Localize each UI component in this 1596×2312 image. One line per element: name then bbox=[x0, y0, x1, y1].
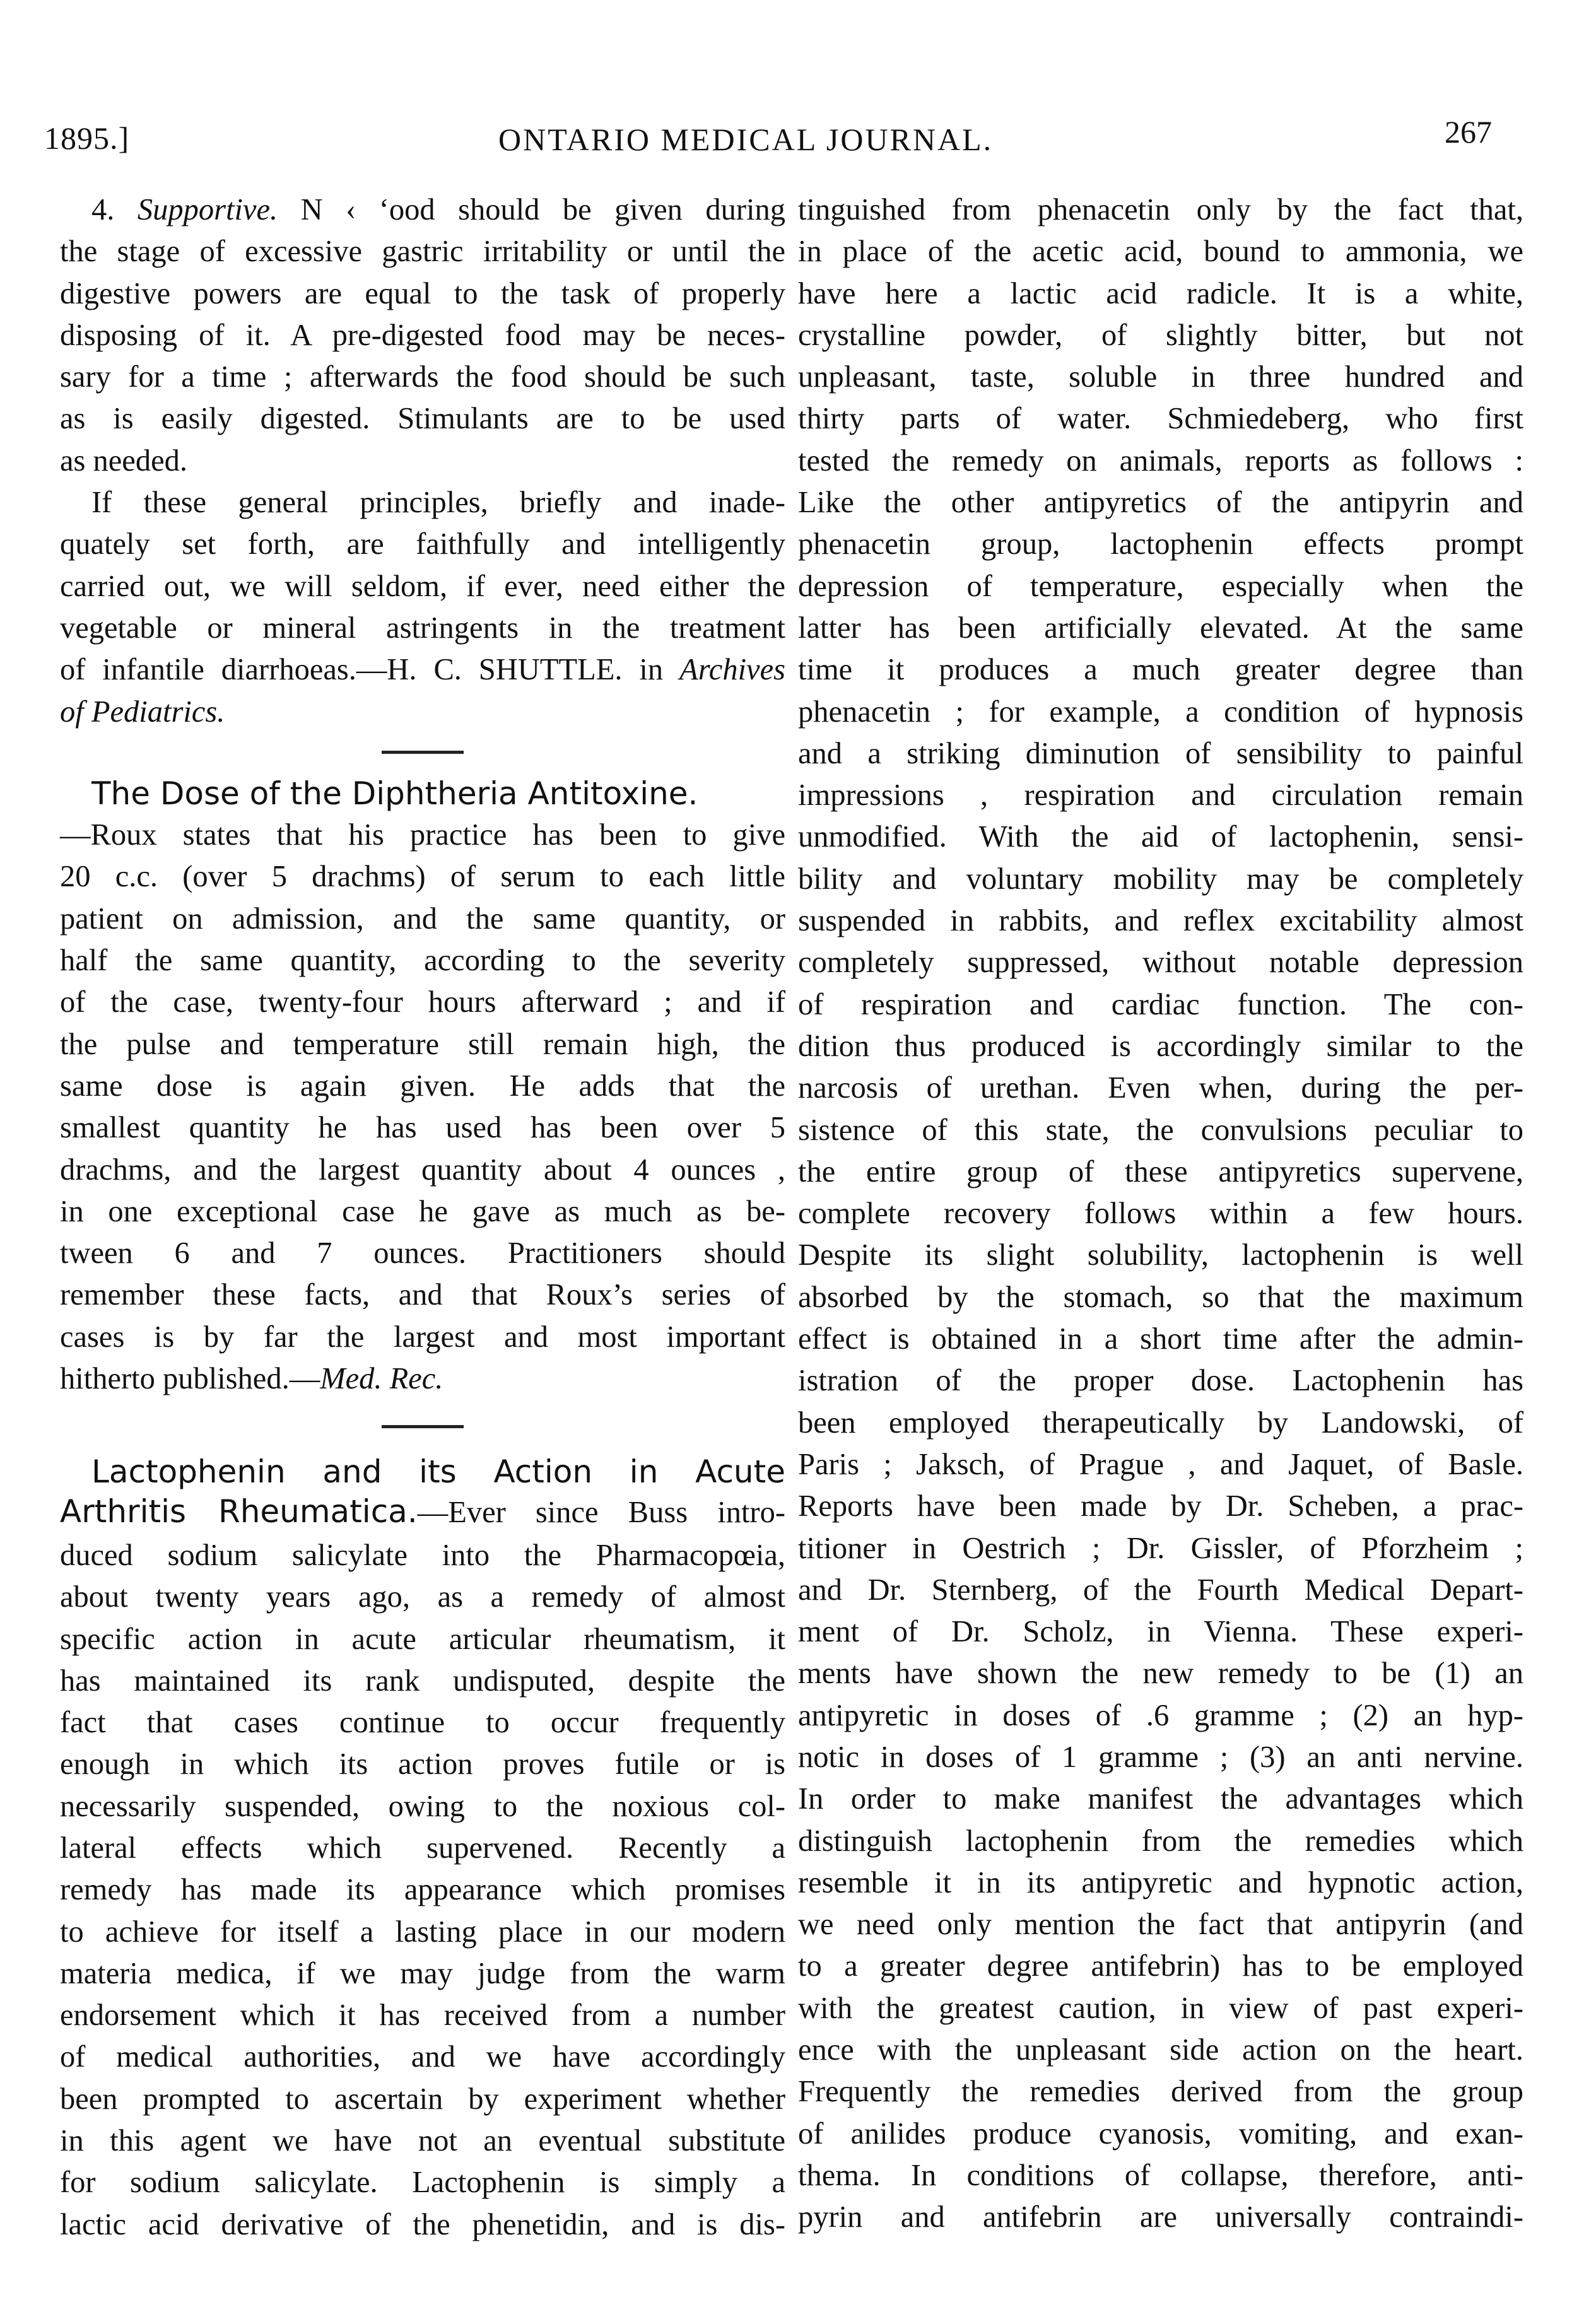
text-line: suspended in rabbits, and reflex excitability almost bbox=[798, 904, 1523, 938]
source-citation: of Pediatrics. bbox=[60, 695, 225, 729]
text-line: quately set forth, are faithfully and intelligently bbox=[60, 527, 785, 561]
supportive-paragraph bbox=[60, 189, 785, 482]
text-line: same dose is again given. He adds that the bbox=[60, 1069, 785, 1103]
article-body bbox=[60, 814, 785, 1400]
text-line: and a striking diminution of sensibility to painful bbox=[798, 736, 1523, 770]
text-line: Paris ; Jaksch, of Prague , and Jaquet, of Basle. bbox=[798, 1447, 1523, 1481]
text-line: absorbed by the stomach, so that the maximum bbox=[798, 1280, 1523, 1314]
text-line: to a greater degree antifebrin) has to be employed bbox=[798, 1949, 1523, 1983]
page-number: 267 bbox=[1445, 114, 1492, 150]
text-line: cases is by far the largest and most important bbox=[60, 1320, 785, 1354]
header-year: 1895.] bbox=[44, 120, 130, 156]
text-line: distinguish lactophenin from the remedies which bbox=[798, 1824, 1523, 1858]
text-line: sary for a time ; afterwards the food should be such bbox=[60, 360, 785, 394]
text-line: thirty parts of water. Schmiedeberg, who first bbox=[798, 402, 1523, 436]
text-line: smallest quantity he has used has been over 5 bbox=[60, 1111, 785, 1145]
text-line: for sodium salicylate. Lactophenin is simply a bbox=[60, 2166, 785, 2200]
article-opening: —Ever since Buss intro- bbox=[417, 1495, 785, 1529]
article-lactophenin bbox=[60, 1451, 785, 2246]
text-line: remedy has made its appearance which promises bbox=[60, 1873, 785, 1907]
text-line: ence with the unpleasant side action on the heart. bbox=[798, 2033, 1523, 2067]
text-line: phenacetin group, lactophenin effects prompt bbox=[798, 527, 1523, 561]
text-line: of the case, twenty-four hours afterward ; and if bbox=[60, 985, 785, 1019]
text-line: the pulse and temperature still remain high, the bbox=[60, 1027, 785, 1061]
article-body bbox=[60, 1535, 785, 2246]
text-line: of respiration and cardiac function. The con- bbox=[798, 987, 1523, 1021]
text-line: half the same quantity, according to the severity bbox=[60, 944, 785, 978]
text-line: dition thus produced is accordingly similar to the bbox=[798, 1029, 1523, 1063]
text-line: disposing of it. A pre-digested food may be neces- bbox=[60, 318, 785, 352]
section-divider bbox=[382, 751, 464, 754]
text-line: Reports have been made by Dr. Scheben, a prac- bbox=[798, 1489, 1523, 1523]
text-line: of medical authorities, and we have accordingly bbox=[60, 2040, 785, 2074]
text-line: have here a lactic acid radicle. It is a white, bbox=[798, 276, 1523, 310]
text-line: notic in doses of 1 gramme ; (3) an anti nervine. bbox=[798, 1740, 1523, 1774]
text-line: been employed therapeutically by Landowski, of bbox=[798, 1405, 1523, 1440]
right-column bbox=[798, 189, 1523, 2239]
text-line: we need only mention the fact that antipyrin (and bbox=[798, 1908, 1523, 1942]
text-line: with the greatest caution, in view of past experi- bbox=[798, 1991, 1523, 2025]
text-line: sistence of this state, the convulsions peculiar to bbox=[798, 1113, 1523, 1147]
text-line: fact that cases continue to occur frequently bbox=[60, 1706, 785, 1740]
text-line: crystalline powder, of slightly bitter, but not bbox=[798, 318, 1523, 352]
text-line: pyrin and antifebrin are universally contraindi- bbox=[798, 2200, 1523, 2234]
text-line: tested the remedy on animals, reports as follows : bbox=[798, 443, 1523, 478]
journal-title: ONTARIO MEDICAL JOURNAL. bbox=[498, 122, 994, 157]
text-line: has maintained its rank undisputed, despite the bbox=[60, 1664, 785, 1698]
text-line: 20 c.c. (over 5 drachms) of serum to each little bbox=[60, 860, 785, 894]
text-line: phenacetin ; for example, a condition of hypnosis bbox=[798, 695, 1523, 729]
text-line: bility and voluntary mobility may be completely bbox=[798, 862, 1523, 896]
text-line: —Roux states that his practice has been to give bbox=[60, 818, 785, 852]
article-title-line2: Arthritis Rheumatica. bbox=[60, 1493, 418, 1530]
source-citation: Med. Rec. bbox=[320, 1362, 443, 1396]
text-line: In order to make manifest the advantages which bbox=[798, 1782, 1523, 1816]
text-line: antipyretic in doses of .6 gramme ; (2) an hyp- bbox=[798, 1698, 1523, 1732]
text-line: remember these facts, and that Roux’s series of bbox=[60, 1278, 785, 1312]
text-line: narcosis of urethan. Even when, during the per- bbox=[798, 1071, 1523, 1105]
text-line: and Dr. Sternberg, of the Fourth Medical Depart- bbox=[798, 1573, 1523, 1607]
text-line: patient on admission, and the same quantity, or bbox=[60, 901, 785, 936]
text-line: digestive powers are equal to the task of properly bbox=[60, 276, 785, 310]
text-line: istration of the proper dose. Lactophenin has bbox=[798, 1364, 1523, 1398]
text-line: latter has been artificially elevated. At the same bbox=[798, 611, 1523, 645]
text-line: the entire group of these antipyretics supervene, bbox=[798, 1154, 1523, 1188]
text-line: vegetable or mineral astringents in the treatment bbox=[60, 611, 785, 645]
left-column bbox=[60, 189, 785, 2246]
article-title-line1: Lactophenin and its Action in Acute bbox=[91, 1453, 785, 1491]
text-line: time it produces a much greater degree than bbox=[798, 653, 1523, 687]
article-title: The Dose of the Diphtheria Antitoxine. bbox=[91, 775, 698, 812]
text-line: to achieve for itself a lasting place in our modern bbox=[60, 1915, 785, 1949]
text-line: in one exceptional case he gave as much as be- bbox=[60, 1194, 785, 1228]
text-line: enough in which its action proves futile or is bbox=[60, 1747, 785, 1781]
principles-paragraph bbox=[60, 482, 785, 733]
text-line: duced sodium salicylate into the Pharmacopœia, bbox=[60, 1538, 785, 1572]
text-line: as needed. bbox=[60, 443, 187, 478]
text-line: tinguished from phenacetin only by the fact that, bbox=[798, 193, 1523, 226]
text-line: impressions , respiration and circulation remain bbox=[798, 778, 1523, 813]
text-line: necessarily suspended, owing to the noxious col- bbox=[60, 1789, 785, 1823]
text-line: If these general principles, briefly and inade- bbox=[91, 486, 785, 520]
text-line: been prompted to ascertain by experiment whether bbox=[60, 2082, 785, 2116]
text-line: about twenty years ago, as a remedy of almost bbox=[60, 1580, 785, 1614]
text-line: depression of temperature, especially when the bbox=[798, 569, 1523, 603]
article-continuation bbox=[798, 189, 1523, 2239]
text-line: ments have shown the new remedy to be (1) an bbox=[798, 1657, 1523, 1691]
text-line: endorsement which it has received from a number bbox=[60, 1998, 785, 2033]
text-line: lateral effects which supervened. Recently a bbox=[60, 1831, 785, 1865]
text-line: ment of Dr. Scholz, in Vienna. These experi- bbox=[798, 1615, 1523, 1649]
text-line: lactic acid derivative of the phenetidin, and is dis- bbox=[60, 2207, 785, 2241]
source-citation: Archives bbox=[663, 653, 785, 687]
text-line: of anilides produce cyanosis, vomiting, and exan- bbox=[798, 2116, 1523, 2151]
article-diphtheria-antitoxine bbox=[60, 773, 785, 1400]
text-line: 4. Supportive. N ‹ ‘ood should be given during bbox=[91, 193, 785, 226]
text-line: the stage of excessive gastric irritability or until the bbox=[60, 235, 785, 269]
text-line: drachms, and the largest quantity about 4 ounces , bbox=[60, 1153, 785, 1187]
text-line: unmodified. With the aid of lactophenin, sensi- bbox=[798, 820, 1523, 854]
text-line: completely suppressed, without notable depression bbox=[798, 946, 1523, 980]
text-line: Frequently the remedies derived from the group bbox=[798, 2075, 1523, 2109]
text-line: of infantile diarrhoeas.—H. C. SHUTTLE. in Archives bbox=[60, 653, 785, 687]
running-header bbox=[0, 114, 1596, 164]
text-line: Despite its slight solubility, lactophenin is well bbox=[798, 1238, 1523, 1272]
text-line: specific action in acute articular rheumatism, it bbox=[60, 1622, 785, 1656]
text-line: carried out, we will seldom, if ever, need either the bbox=[60, 569, 785, 603]
text-line: unpleasant, taste, soluble in three hundred and bbox=[798, 360, 1523, 394]
text-line: materia medica, if we may judge from the warm bbox=[60, 1956, 785, 1990]
text-line: titioner in Oestrich ; Dr. Gissler, of Pforzheim ; bbox=[798, 1531, 1523, 1565]
text-line: in place of the acetic acid, bound to ammonia, we bbox=[798, 235, 1523, 269]
text-line: hitherto published.—Med. Rec. bbox=[60, 1362, 443, 1396]
section-divider bbox=[382, 1425, 464, 1428]
text-line: resemble it in its antipyretic and hypnotic action, bbox=[798, 1865, 1523, 1899]
text-line: Like the other antipyretics of the antipyrin and bbox=[798, 486, 1523, 520]
text-line: effect is obtained in a short time after the admin- bbox=[798, 1322, 1523, 1356]
text-line: tween 6 and 7 ounces. Practitioners should bbox=[60, 1236, 785, 1270]
text-line: in this agent we have not an eventual substitute bbox=[60, 2124, 785, 2158]
text-line: thema. In conditions of collapse, therefore, anti- bbox=[798, 2158, 1523, 2192]
text-line: complete recovery follows within a few hours. bbox=[798, 1197, 1523, 1231]
text-line: as is easily digested. Stimulants are to be used bbox=[60, 402, 785, 436]
